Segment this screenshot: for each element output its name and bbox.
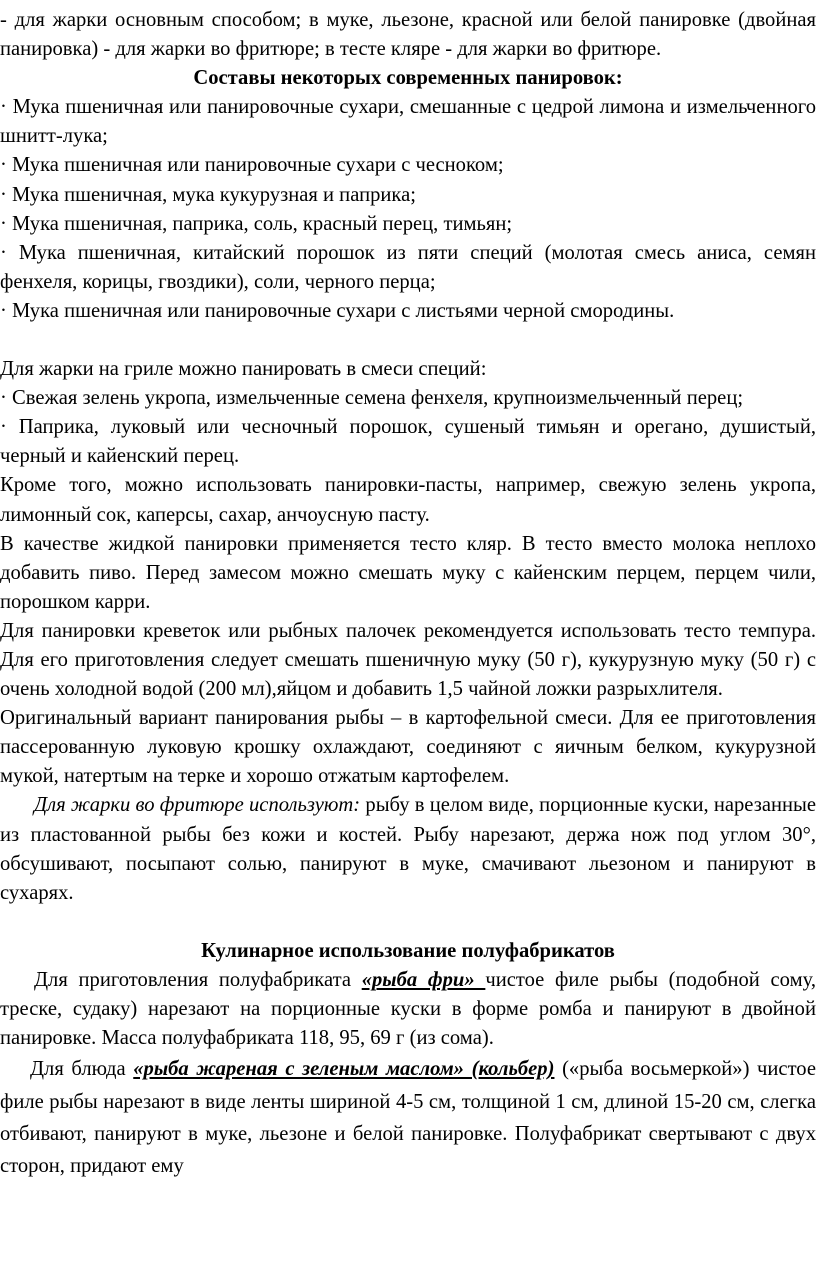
colbert-text-a: Для блюда [30,1058,134,1081]
section-title-breading: Составы некоторых современных панировок: [193,67,623,90]
intro-paragraph: - для жарки основным способом; в муке, льезоне, красной или белой панировке (двойная панировка) - для жарки во фритюре; в тесте кляре - для жарки во фритюре. [0,9,816,61]
pastes-paragraph: Кроме того, можно использовать панировки-пасты, например, свежую зелень укропа, лимонный сок, каперсы, сахар, анчоусную пасту. [0,474,816,526]
deep-fry-paragraph [0,791,816,907]
colbert-term: «рыба жареная с зеленым маслом» (кольбер) [133,1058,555,1081]
liquid-breading-paragraph: В качестве жидкой панировки применяется тесто кляр. В тесто вместо молока неплохо добавить пиво. Перед замесом можно смешать муку с кайенским перцем, перцем чили, порошком карри. [0,532,816,613]
grill-intro: Для жарки на гриле можно панировать в смеси специй: [0,358,487,381]
list-item: · Мука пшеничная, паприка, соль, красный перец, тимьян; [0,212,513,235]
list-item: · Мука пшеничная или панировочные сухари с листьями черной смородины. [0,299,675,322]
list-item: · Паприка, луковый или чесночный порошок, сушеный тимьян и орегано, душистый, черный и кайенский перец. [0,416,816,468]
section-title-semifinished: Кулинарное использование полуфабрикатов [201,939,615,962]
colbert-text-b: («рыба восьмеркой») чистое филе рыбы нарезают в виде ленты шириной 4-5 см, толщиной 1 см, длиной 15-20 см, слегка отбивают, панируют в муке, льезоне и белой панировке. Полуфабрикат свертывают с двух сторон, придают ему [0,1058,816,1178]
list-item: · Мука пшеничная, китайский порошок из пяти специй (молотая смесь аниса, семян фенхеля, корицы, гвоздики), соли, черного перца; [0,241,816,293]
fish-fri-paragraph [0,966,816,1053]
potato-paragraph: Оригинальный вариант панирования рыбы – в картофельной смеси. Для ее приготовления пассерованную луковую крошку охлаждают, соединяют с яичным белком, кукурузной мукой, натертым на терке и хорошо отжатым картофелем. [0,707,816,788]
blank-line [0,326,816,355]
fish-fri-text-b: чистое филе рыбы (подобной сому, треске, судаку) нарезают на порционные куски в форме ромба и панируют в двойной панировке. Масса полуфабриката 118, 95, 69 г (из сома). [0,968,816,1050]
list-item: · Мука пшеничная, мука кукурузная и паприка; [0,183,416,206]
blank-line [0,908,816,937]
colbert-paragraph [0,1053,816,1183]
deep-fry-lead: Для жарки во фритюре используют: [34,794,361,817]
list-item: · Мука пшеничная или панировочные сухари с чесноком; [0,154,504,177]
tempura-paragraph: Для панировки креветок или рыбных палочек рекомендуется использовать тесто темпура. Для его приготовления следует смешать пшеничную муку (50 г), кукурузную муку (50 г) с очень холодной водой (200 мл),яйцом и добавить 1,5 чайной ложки разрыхлителя. [0,619,816,701]
list-item: · Свежая зелень укропа, измельченные семена фенхеля, крупноизмельченный перец; [0,387,744,410]
list-item: · Мука пшеничная или панировочные сухари, смешанные с цедрой лимона и измельченного шнитт-лука; [0,96,816,148]
fish-fri-term: «рыба фри» [361,968,486,991]
deep-fry-text: рыбу в целом виде, порционные куски, нарезанные из пластованной рыбы без кожи и костей. Рыбу нарезают, держа нож под углом 30°, обсушивают, посыпают солью, панируют в муке, смачивают льезоном и панируют в сухарях. [0,794,816,904]
fish-fri-text-a: Для приготовления полуфабриката [34,968,362,991]
